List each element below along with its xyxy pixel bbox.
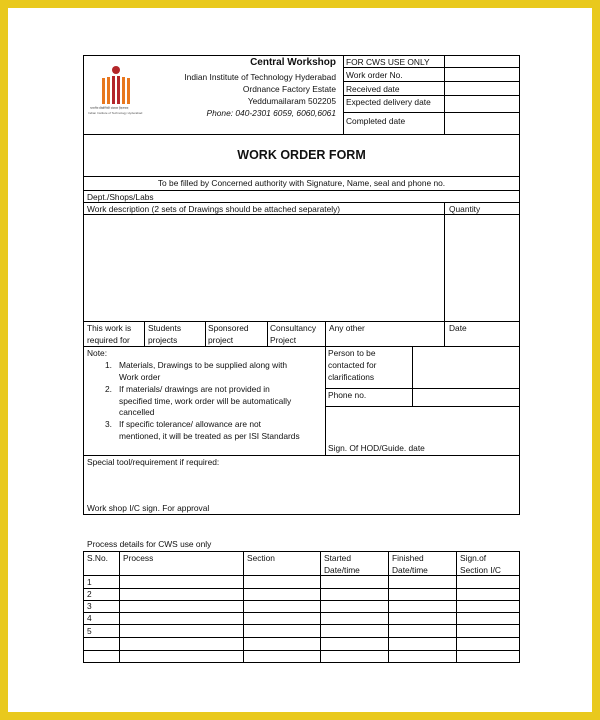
form-page: भारतीय प्रौद्योगिकी संस्थान हैदराबाद Indian Institute of Technology Hyderabad Central Workshop Indian Institute of Technology Hyderabad Ordnance Factory Estate Yeddumailaram 502205 Phone: 040-2301 6059, 6060,6061 FOR CWS USE ONLY Work order No. Received date Expected delivery date Completed date WORK ORDER FORM To be filled by Concerned authority with Signature, Name, seal and phone no. Dept./Shops/Labs Work description (2 sets of Drawings should be attached separately) Quantity This work is required for Students projects Sponsored project Consultancy Project Any other Date Note: 1. Materials, Drawings to be supplied along with Work order 2. If materials/ drawings are not provided in specified time, work order will be automatically cancelled 3. If specific tolerance/ allowance are not mentioned, it will be treated as per ISI Standards Person to be contacted for clarifications Phone no. Sign. Of HOD/Guide. date Special tool/requirement if required: Work shop I/C sign. For approval Process details for CWS use only S.No. Process Section Started Date/time Finished Date/time Sign.of Section I/C 1 2 3 4 5 <box>8 8 592 712</box>
completed-date-field[interactable] <box>445 113 519 133</box>
notes-heading: Note: <box>87 348 108 358</box>
expected-delivery-field[interactable] <box>445 96 519 112</box>
process-table <box>83 551 520 663</box>
col-header-started-2: Date/time <box>324 565 360 575</box>
work-order-no-label: Work order No. <box>346 70 403 80</box>
work-description-label: Work description (2 sets of Drawings should be attached separately) <box>87 204 341 214</box>
option-students-projects[interactable]: Students projects <box>148 323 182 345</box>
special-tool-field[interactable] <box>84 468 519 498</box>
quantity-label: Quantity <box>449 204 481 214</box>
option-sponsored-project[interactable]: Sponsored project <box>208 323 249 345</box>
col-header-sign: Sign.of <box>460 553 487 563</box>
expected-delivery-label: Expected delivery date <box>346 97 431 107</box>
col-header-process: Process <box>123 553 154 563</box>
instruction-text: To be filled by Concerned authority with Signature, Name, seal and phone no. <box>157 178 446 188</box>
received-date-label: Received date <box>346 84 400 94</box>
received-date-field[interactable] <box>445 82 519 95</box>
contact-person-field[interactable] <box>413 347 519 388</box>
phone-line: Phone: 040-2301 6059, 6060,6061 <box>206 108 336 118</box>
completed-date-label: Completed date <box>346 116 406 126</box>
table-row: 3 <box>87 601 92 611</box>
address-line-2: Yeddumailaram 502205 <box>247 96 336 106</box>
phone-no-field[interactable] <box>413 389 519 406</box>
quantity-field[interactable] <box>445 215 519 321</box>
approval-label: Work shop I/C sign. For approval <box>87 503 210 513</box>
required-for-label-2: required for <box>87 335 130 345</box>
dept-field[interactable] <box>158 191 519 202</box>
option-any-other[interactable]: Any other <box>329 323 365 333</box>
form-title: WORK ORDER FORM <box>237 148 366 162</box>
col-header-sno: S.No. <box>87 553 108 563</box>
work-order-no-field[interactable] <box>445 68 519 81</box>
logo-caption-english: Indian Institute of Technology Hyderabad <box>88 111 143 115</box>
table-row: 1 <box>87 577 92 587</box>
option-consultancy-project[interactable]: Consultancy Project <box>270 323 317 345</box>
contact-person-label-2: contacted for <box>328 360 377 370</box>
hod-signature-label: Sign. Of HOD/Guide. date <box>328 443 425 453</box>
logo-caption-hindi: भारतीय प्रौद्योगिकी संस्थान हैदराबाद <box>90 106 129 110</box>
table-row: 4 <box>87 613 92 623</box>
phone-no-label: Phone no. <box>328 390 367 400</box>
work-description-field[interactable] <box>84 215 444 321</box>
col-header-started: Started <box>324 553 352 563</box>
contact-person-label-3: clarifications <box>328 372 375 382</box>
org-name: Central Workshop <box>250 57 336 68</box>
col-header-finished-2: Date/time <box>392 565 428 575</box>
cws-box-title: FOR CWS USE ONLY <box>346 57 430 67</box>
hod-signature-field[interactable] <box>326 407 519 441</box>
process-table-title: Process details for CWS use only <box>87 539 212 549</box>
contact-person-label-1: Person to be <box>328 348 376 358</box>
table-row: 5 <box>87 626 92 636</box>
dept-label: Dept./Shops/Labs <box>87 192 154 202</box>
table-row: 2 <box>87 589 92 599</box>
address-line-1: Ordnance Factory Estate <box>242 84 336 94</box>
special-tool-label: Special tool/requirement if required: <box>87 457 220 467</box>
required-for-label-1: This work is <box>87 323 132 333</box>
col-header-sign-2: Section I/C <box>460 565 501 575</box>
col-header-finished: Finished <box>392 553 424 563</box>
date-label: Date <box>449 323 467 333</box>
col-header-section: Section <box>247 553 275 563</box>
institute-name: Indian Institute of Technology Hyderabad <box>184 72 336 82</box>
